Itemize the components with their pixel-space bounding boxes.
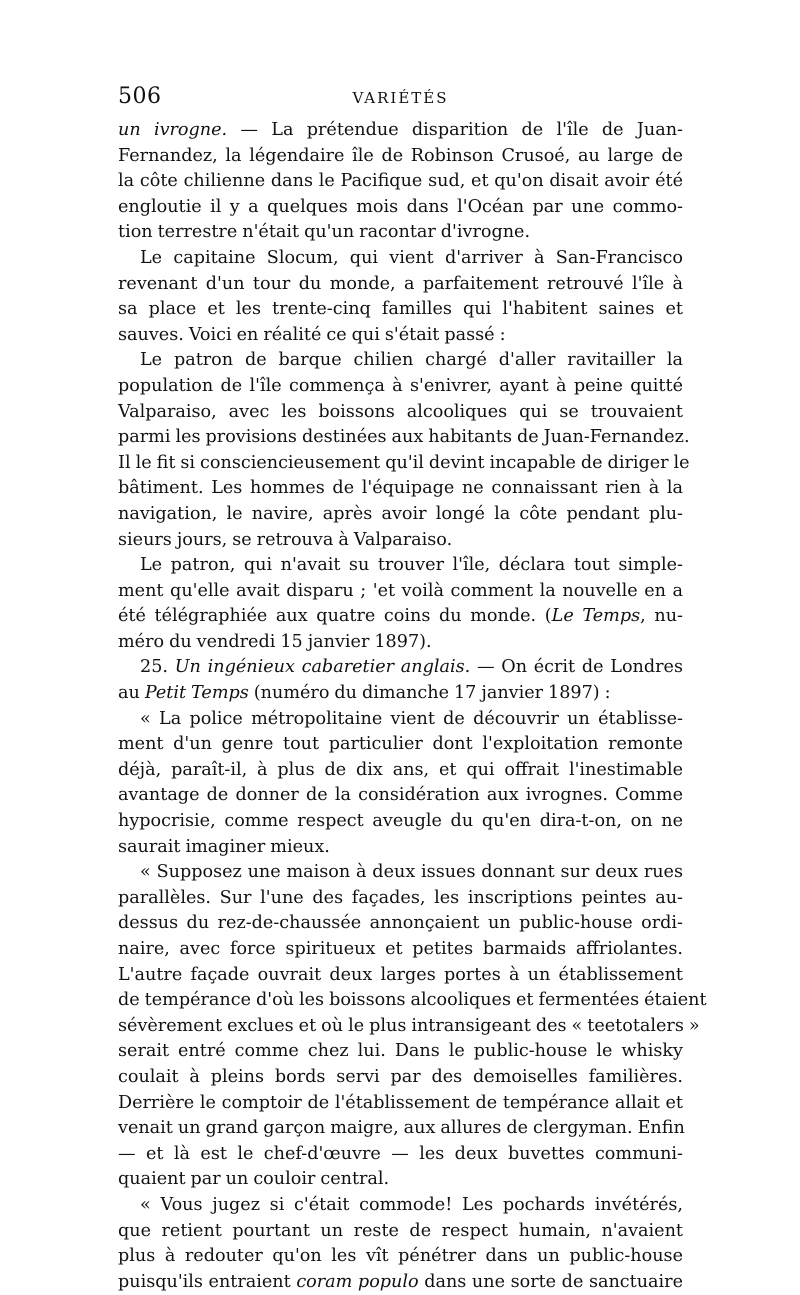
- text-line: [118, 681, 683, 707]
- text-run: venait un grand garçon maigre, aux allures de clergyman. Enfin: [118, 1118, 685, 1139]
- paragraph: [118, 860, 707, 1193]
- text-line: [118, 1091, 683, 1117]
- body-text: [118, 118, 707, 1295]
- text-run: saurait imaginer mieux.: [118, 836, 330, 857]
- text-run: avantage de donner de la considération aux ivrognes. Comme: [118, 785, 683, 806]
- text-run: méro du vendredi 15 janvier 1897).: [118, 631, 432, 652]
- text-run: Le capitaine Slocum, qui vient d'arriver à San-Francisco: [140, 247, 683, 268]
- paragraph: [118, 553, 683, 655]
- text-line: [118, 809, 683, 835]
- text-run: L'autre façade ouvrait deux larges portes à un établissement: [118, 964, 683, 985]
- paragraph: [118, 246, 683, 348]
- running-head: VARIÉTÉS: [352, 89, 449, 107]
- text-line: [118, 169, 683, 195]
- text-line: [118, 1219, 683, 1245]
- page-number: 506: [118, 84, 162, 109]
- text-line: [118, 604, 683, 630]
- text-line: [118, 937, 683, 963]
- text-line: [118, 1142, 683, 1168]
- text-line: [118, 272, 683, 298]
- text-line: [118, 630, 683, 656]
- text-run: puisqu'ils entraient: [118, 1271, 297, 1292]
- text-run: ment qu'elle avait disparu ; 'et voilà comment la nouvelle en a: [118, 580, 683, 601]
- text-line: [118, 1039, 683, 1065]
- text-line: [118, 963, 683, 989]
- paragraph: [118, 707, 683, 861]
- paragraph: [118, 118, 683, 246]
- text-line: [118, 579, 683, 605]
- text-line: [118, 732, 683, 758]
- text-run: (numéro du dimanche 17 janvier 1897) :: [248, 683, 611, 704]
- text-run: Le patron, qui n'avait su trouver l'île, déclara tout simple-: [140, 555, 683, 576]
- text-run: sa place et les trente-cinq familles qui l'habitent saines et: [118, 299, 683, 320]
- text-run: sauves. Voici en réalité ce qui s'était passé :: [118, 324, 506, 345]
- text-run: — et là est le chef-d'œuvre — les deux buvettes communi-: [118, 1143, 683, 1164]
- text-line: [118, 528, 683, 554]
- text-run: « Vous jugez si c'était commode! Les pochards invétérés,: [140, 1194, 683, 1215]
- text-line: [118, 988, 707, 1014]
- text-run: sieurs jours, se retrouva à Valparaiso.: [118, 529, 453, 550]
- text-run: plus à redouter qu'on les vît pénétrer dans un public-house: [118, 1246, 683, 1267]
- text-line: [118, 835, 683, 861]
- text-line: [118, 553, 683, 579]
- italic-text: Le Temps: [551, 606, 641, 627]
- text-line: [118, 400, 683, 426]
- text-run: tion terrestre n'était qu'un racontar d'ivrogne.: [118, 222, 531, 243]
- text-run: — On écrit de Londres: [470, 657, 683, 678]
- text-line: [118, 1065, 683, 1091]
- text-line: [118, 707, 683, 733]
- italic-text: un ivrogne.: [118, 120, 228, 140]
- text-line: [118, 118, 683, 144]
- text-run: ment d'un genre tout particulier dont l'exploitation remonte: [118, 734, 683, 755]
- text-line: [118, 886, 683, 912]
- text-line: [118, 1116, 683, 1142]
- text-line: [118, 323, 683, 349]
- text-run: — La prétendue disparition de l'île de Juan-: [227, 120, 683, 140]
- text-line: [118, 655, 683, 681]
- text-run: été télégraphiée aux quatre coins du monde. (: [118, 606, 552, 627]
- text-line: [118, 911, 683, 937]
- text-run: déjà, paraît-il, à plus de dix ans, et qui offrait l'inestimable: [118, 759, 683, 780]
- paragraph: [118, 655, 683, 706]
- text-run: « Supposez une maison à deux issues donnant sur deux rues: [140, 862, 683, 883]
- text-line: [118, 195, 683, 221]
- text-run: de tempérance d'où les boissons alcooliques et fermentées étaient: [118, 990, 707, 1011]
- text-run: parmi les provisions destinées aux habitants de Juan-Fernandez.: [118, 427, 690, 448]
- text-line: [118, 1244, 683, 1270]
- text-line: [118, 1167, 683, 1193]
- text-run: la côte chilienne dans le Pacifique sud, et qu'on disait avoir été: [118, 171, 683, 192]
- text-line: [118, 758, 683, 784]
- italic-text: Petit Temps: [144, 683, 249, 704]
- text-line: [118, 374, 683, 400]
- text-run: Fernandez, la légendaire île de Robinson Crusoé, au large de: [118, 145, 683, 166]
- text-run: serait entré comme chez lui. Dans le public-house le whisky: [118, 1041, 683, 1062]
- paragraph: [118, 1193, 683, 1295]
- text-line: [118, 502, 683, 528]
- text-line: [118, 348, 683, 374]
- text-line: [118, 451, 690, 477]
- text-run: engloutie il y a quelques mois dans l'Océan par une commo-: [118, 196, 683, 217]
- text-run: population de l'île commença à s'enivrer, ayant à peine quitté: [118, 375, 683, 396]
- text-run: parallèles. Sur l'une des façades, les inscriptions peintes au-: [118, 887, 683, 908]
- text-run: Valparaiso, avec les boissons alcooliques qui se trouvaient: [118, 401, 683, 422]
- text-line: [118, 783, 683, 809]
- text-run: au: [118, 683, 145, 704]
- text-run: revenant d'un tour du monde, a parfaitement retrouvé l'île à: [118, 273, 683, 294]
- text-run: , nu-: [640, 606, 683, 627]
- text-run: sévèrement exclues et où le plus intransigeant des « teetotalers »: [118, 1015, 700, 1036]
- text-run: quaient par un couloir central.: [118, 1169, 390, 1190]
- text-run: navigation, le navire, après avoir longé la côte pendant plu-: [118, 503, 683, 524]
- text-run: que retient pourtant un reste de respect humain, n'avaient: [118, 1220, 683, 1241]
- text-run: bâtiment. Les hommes de l'équipage ne connaissant rien à la: [118, 478, 683, 499]
- text-run: naire, avec force spiritueux et petites barmaids affriolantes.: [118, 939, 683, 959]
- text-line: [118, 1014, 700, 1040]
- italic-text: coram populo: [296, 1271, 419, 1292]
- text-run: coulait à pleins bords servi par des demoiselles familières.: [118, 1066, 683, 1087]
- text-run: Derrière le comptoir de l'établissement de tempérance allait et: [118, 1092, 683, 1113]
- text-run: Il le fit si consciencieusement qu'il devint incapable de diriger le: [118, 452, 690, 473]
- italic-text: Un ingénieux cabaretier anglais.: [174, 657, 471, 678]
- text-line: [118, 425, 690, 451]
- text-run: dans une sorte de sanctuaire: [418, 1271, 683, 1292]
- text-line: [118, 297, 683, 323]
- text-line: [118, 144, 683, 170]
- text-line: [118, 1270, 683, 1295]
- text-line: [118, 860, 683, 886]
- page-header: [118, 84, 683, 114]
- text-run: Le patron de barque chilien chargé d'aller ravitailler la: [140, 350, 683, 371]
- text-run: hypocrisie, comme respect aveugle du qu'en dira-t-on, on ne: [118, 811, 683, 832]
- text-run: dessus du rez-de-chaussée annonçaient un public-house ordi-: [118, 913, 683, 934]
- text-run: 25.: [140, 657, 175, 678]
- text-line: [118, 476, 683, 502]
- paragraph: [118, 348, 690, 553]
- text-line: [118, 1193, 683, 1219]
- text-run: « La police métropolitaine vient de découvrir un établisse-: [140, 708, 683, 729]
- text-line: [118, 220, 683, 246]
- text-line: [118, 246, 683, 272]
